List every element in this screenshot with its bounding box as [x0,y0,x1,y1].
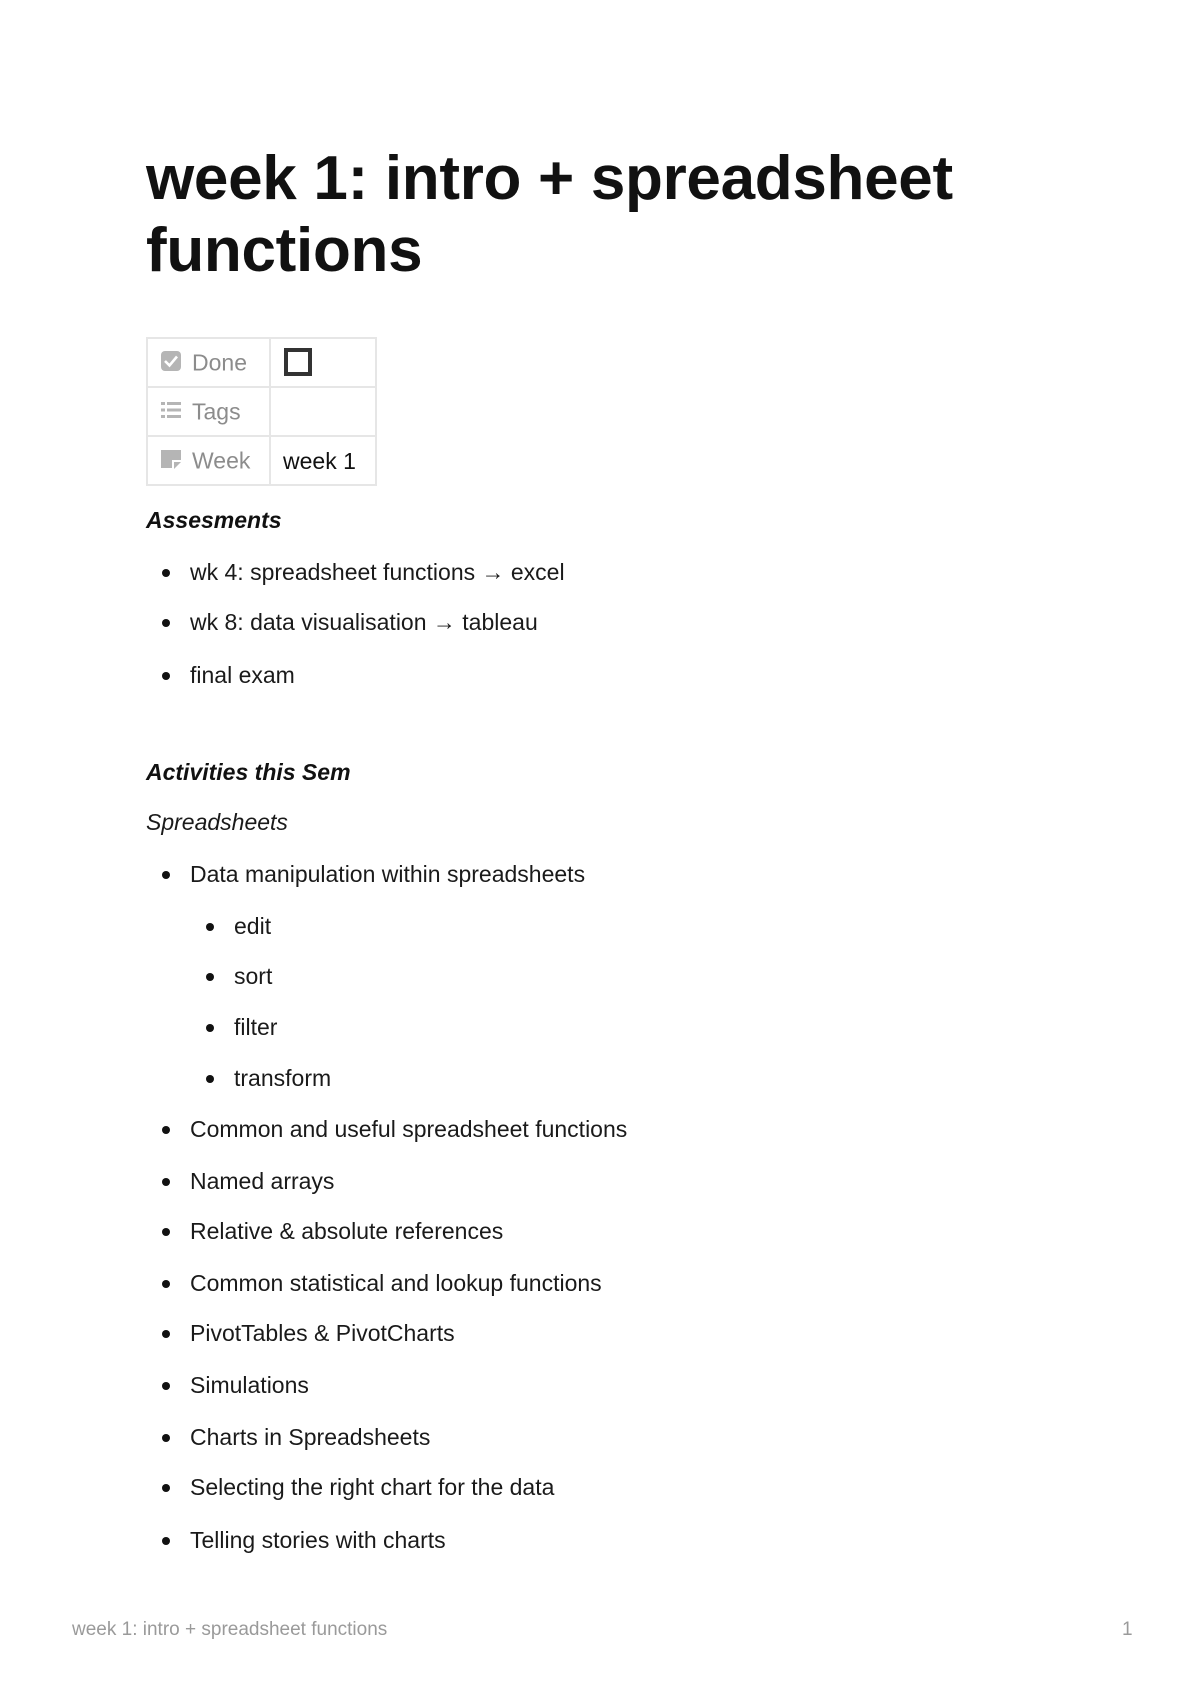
assessments-heading: Assesments [146,507,282,533]
list-property-icon [160,399,182,421]
property-key-done [147,338,270,387]
properties-table [146,337,377,486]
checkbox-property-icon [160,350,182,372]
property-label-done: Done [192,349,247,376]
property-row-done [147,338,376,387]
property-row-week [147,436,376,485]
property-row-tags [147,387,376,436]
property-value-week[interactable] [270,436,376,485]
property-key-tags [147,387,270,436]
property-value-tags[interactable] [270,387,376,436]
week-value: week 1 [283,447,356,474]
footer-title: week 1: intro + spreadsheet functions [72,1619,388,1640]
property-label-week: Week [192,447,251,474]
property-key-week [147,436,270,485]
activities-heading: Activities this Sem [146,759,351,785]
spreadsheets-subheading: Spreadsheets [146,809,288,835]
page-title: week 1: intro + spreadsheet functions [146,144,953,285]
property-value-done[interactable] [270,338,376,387]
footer-page-number: 1 [1122,1619,1133,1640]
property-label-tags: Tags [192,398,241,425]
done-checkbox[interactable] [284,348,312,376]
text-property-icon [160,448,182,470]
